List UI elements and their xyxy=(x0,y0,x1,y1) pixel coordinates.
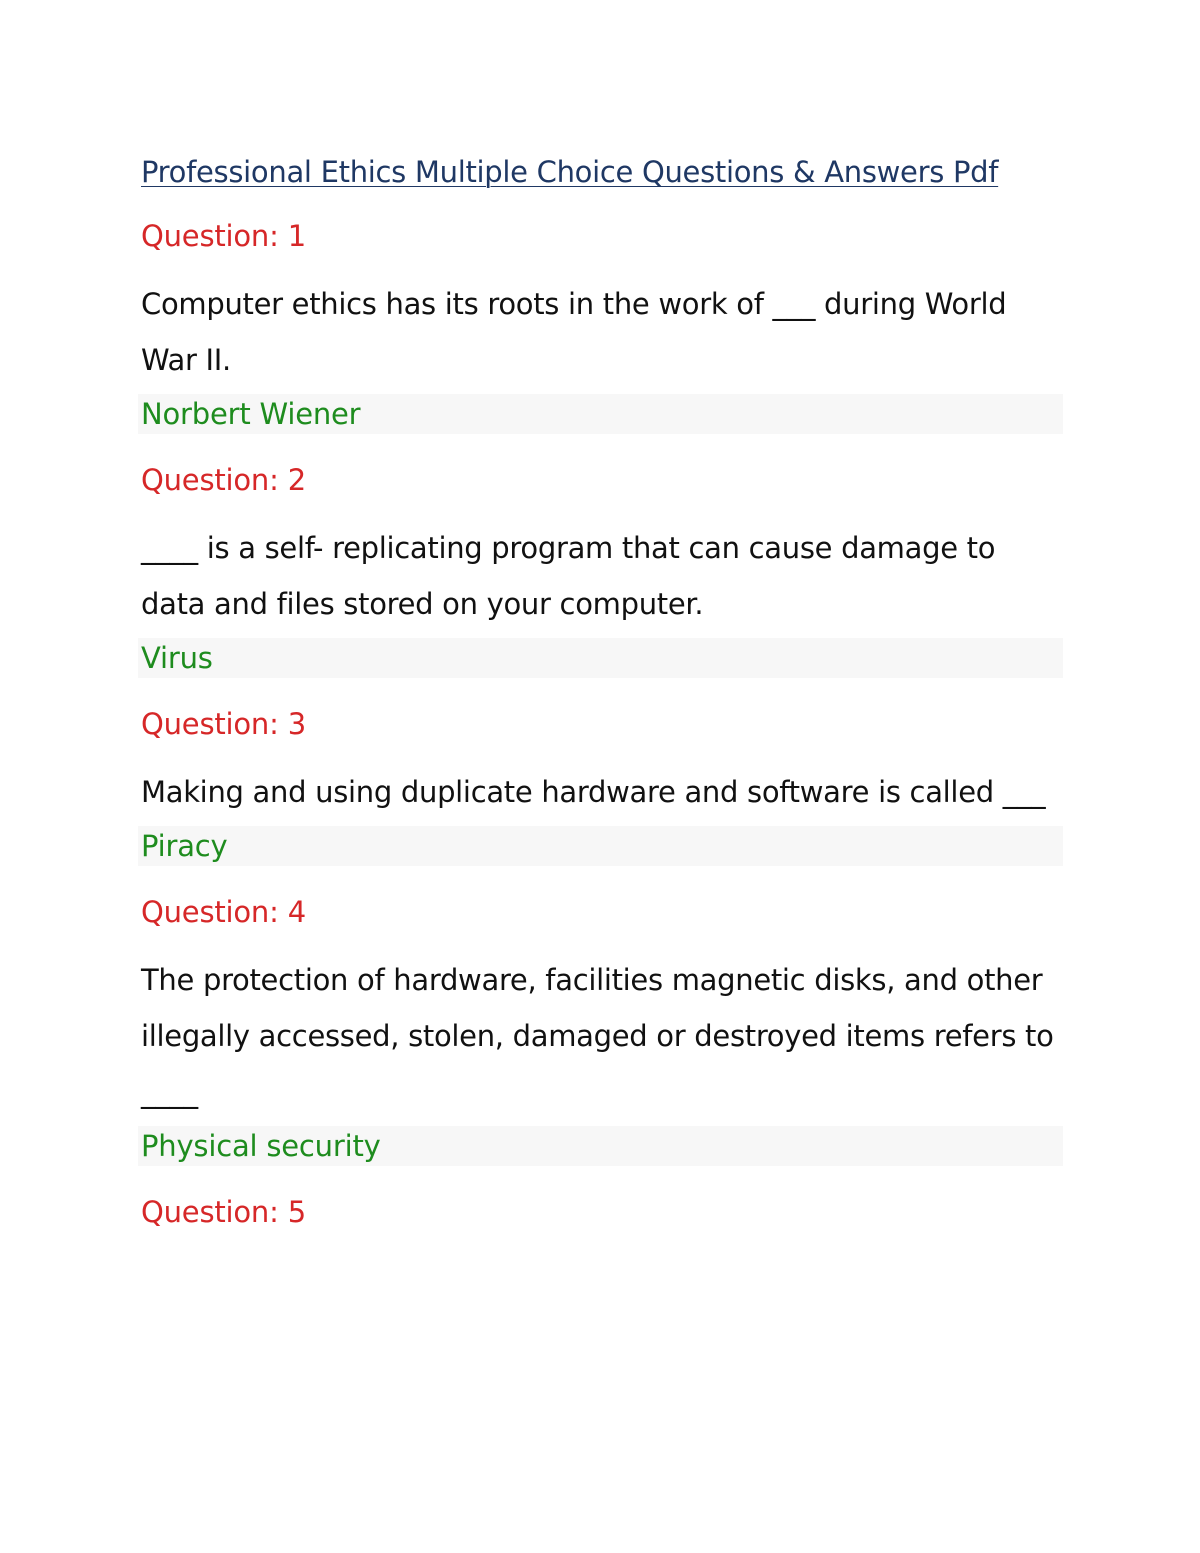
question-label-5: Question: 5 xyxy=(141,1195,306,1229)
question-block-3 xyxy=(141,702,1063,866)
question-block-4 xyxy=(141,890,1063,1166)
answer-4: Physical security xyxy=(138,1126,1063,1166)
question-block-1 xyxy=(141,214,1063,434)
question-text-2: ____ is a self- replicating program that can cause damage to data and files stored on your computer. xyxy=(141,531,996,621)
question-text-1: Computer ethics has its roots in the work of ___ during World War II. xyxy=(141,287,1007,377)
question-text-4: The protection of hardware, facilities magnetic disks, and other illegally accessed, stolen, damaged or destroyed items refers to ____ xyxy=(141,963,1054,1109)
answer-1: Norbert Wiener xyxy=(138,394,1063,434)
question-block-5 xyxy=(141,1190,1063,1234)
question-label-1: Question: 1 xyxy=(141,219,306,253)
question-label-2: Question: 2 xyxy=(141,463,306,497)
answer-3: Piracy xyxy=(138,826,1063,866)
document-content xyxy=(141,150,1063,1234)
document-title-link[interactable]: Professional Ethics Multiple Choice Questions & Answers Pdf xyxy=(141,155,999,189)
answer-2: Virus xyxy=(138,638,1063,678)
question-label-4: Question: 4 xyxy=(141,895,306,929)
question-text-3: Making and using duplicate hardware and software is called ___ xyxy=(141,775,1046,809)
question-block-2 xyxy=(141,458,1063,678)
question-label-3: Question: 3 xyxy=(141,707,306,741)
